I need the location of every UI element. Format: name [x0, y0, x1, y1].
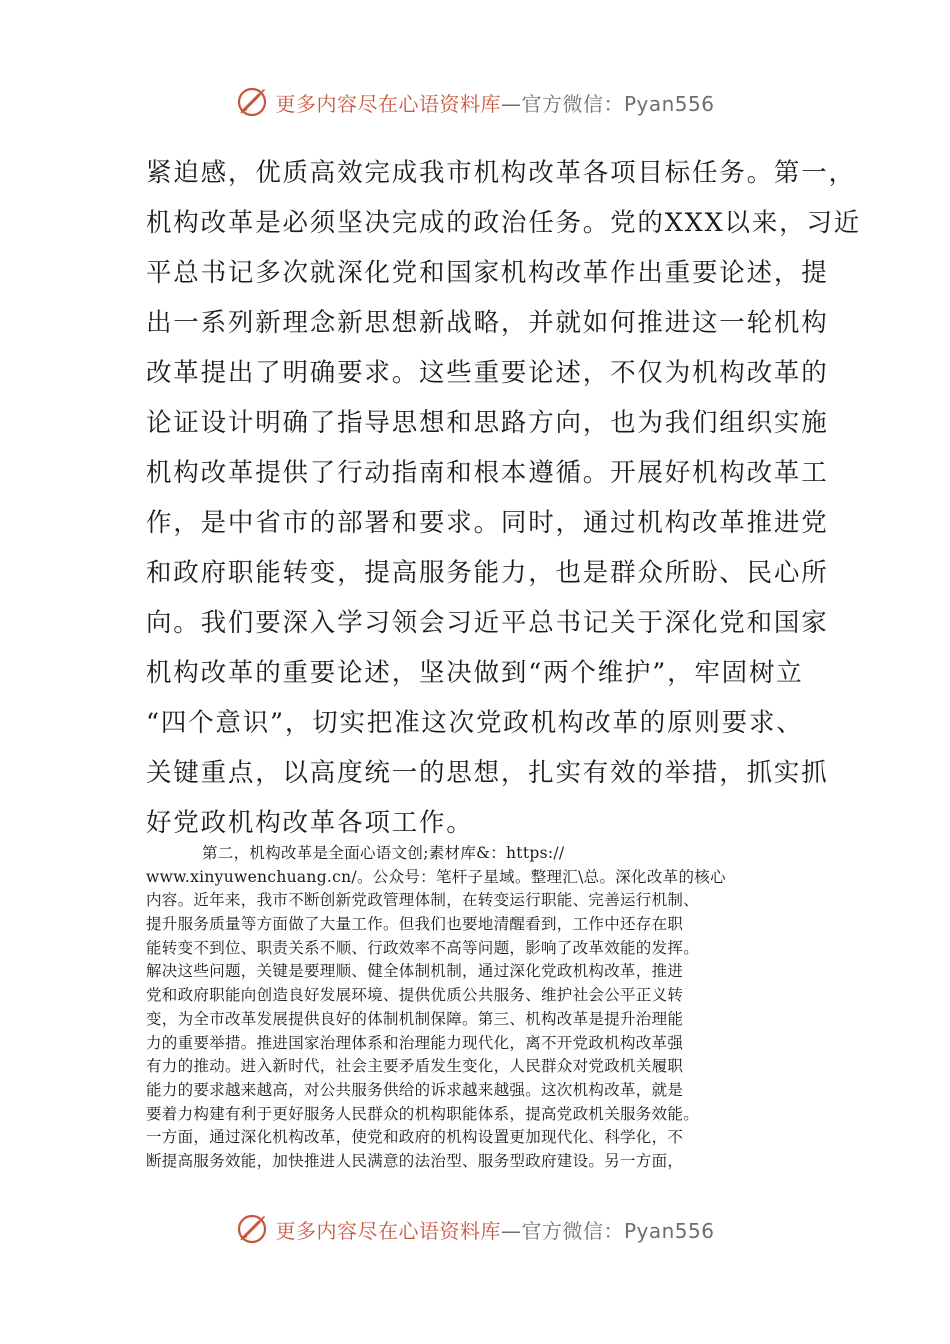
footer-title: 更多内容尽在心语资料库	[275, 1218, 501, 1243]
text-line: 能转变不到位、职责关系不顺、行政效率不高等问题，影响了改革效能的发挥。	[146, 938, 700, 957]
text-line: 内容。近年来，我市不断创新党政管理体制，在转变运行职能、完善运行机制、	[146, 891, 700, 910]
text-line: 一方面，通过深化机构改革，使党和政府的机构设置更加现代化、科学化，不	[146, 1128, 684, 1147]
text-line: 提升服务质量等方面做了大量工作。但我们也要地清醒看到，工作中还存在职	[146, 915, 684, 934]
text-line: 断提高服务效能，加快推进人民满意的法治型、服务型政府建设。另一方面，	[146, 1151, 684, 1170]
text-line: 向。我们要深入学习领会习近平总书记关于深化党和国家	[146, 608, 829, 638]
footer-contact: —官方微信：Pyan556	[500, 1218, 715, 1243]
body-small-text	[146, 842, 808, 1174]
header-title: 更多内容尽在心语资料库	[275, 91, 501, 116]
text-line: 出一系列新理念新思想新战略，并就如何推进这一轮机构	[146, 308, 829, 338]
footer-banner	[0, 1209, 950, 1249]
text-line: 机构改革提供了行动指南和根本遵循。开展好机构改革工	[146, 458, 829, 488]
text-line: 解决这些问题，关键是要理顺、健全体制机制，通过深化党政机构改革，推进	[146, 962, 684, 981]
text-line: 平总书记多次就深化党和国家机构改革作出重要论述，提	[146, 258, 829, 288]
text-line: 好党政机构改革各项工作。	[146, 808, 474, 838]
text-line: 紧迫感，优质高效完成我市机构改革各项目标任务。第一，	[146, 158, 856, 188]
header-contact: —官方微信：Pyan556	[500, 91, 715, 116]
text-line: 机构改革的重要论述，坚决做到“两个维护”，牢固树立	[146, 658, 804, 688]
text-line: 党和政府职能向创造良好发展环境、提供优质公共服务、维护社会公平正义转	[146, 986, 684, 1005]
text-line: “四个意识”，切实把准这次党政机构改革的原则要求、	[146, 708, 804, 738]
text-line: www.xinyuwenchuang.cn/。公众号：笔杆子星域。整理汇\总。深化改革的核心	[146, 867, 726, 886]
text-line: 论证设计明确了指导思想和思路方向，也为我们组织实施	[146, 408, 829, 438]
pen-logo-icon	[235, 85, 269, 119]
text-line: 和政府职能转变，提高服务能力，也是群众所盼、民心所	[146, 558, 829, 588]
text-line: 力的重要举措。推进国家治理体系和治理能力现代化，离不开党政机构改革强	[146, 1033, 684, 1052]
pen-logo-icon	[235, 1212, 269, 1246]
text-line: 有力的推动。进入新时代，社会主要矛盾发生变化，人民群众对党政机关履职	[146, 1057, 684, 1076]
text-line: 作，是中省市的部署和要求。同时，通过机构改革推进党	[146, 508, 829, 538]
header-banner	[0, 82, 950, 122]
text-line: 要着力构建有利于更好服务人民群众的机构职能体系，提高党政机关服务效能。	[146, 1104, 700, 1123]
text-line: 改革提出了明确要求。这些重要论述，不仅为机构改革的	[146, 358, 829, 388]
text-line: 第二，机构改革是全面心语文创;素材库&：https://	[202, 844, 565, 862]
text-line: 能力的要求越来越高，对公共服务供给的诉求越来越强。这次机构改革，就是	[146, 1080, 684, 1099]
body-large-text	[146, 148, 862, 848]
text-line: 机构改革是必须坚决完成的政治任务。党的XXX以来，习近	[146, 208, 862, 238]
text-line: 变，为全市改革发展提供良好的体制机制保障。第三、机构改革是提升治理能	[146, 1009, 684, 1028]
text-line: 关键重点，以高度统一的思想，扎实有效的举措，抓实抓	[146, 758, 829, 788]
